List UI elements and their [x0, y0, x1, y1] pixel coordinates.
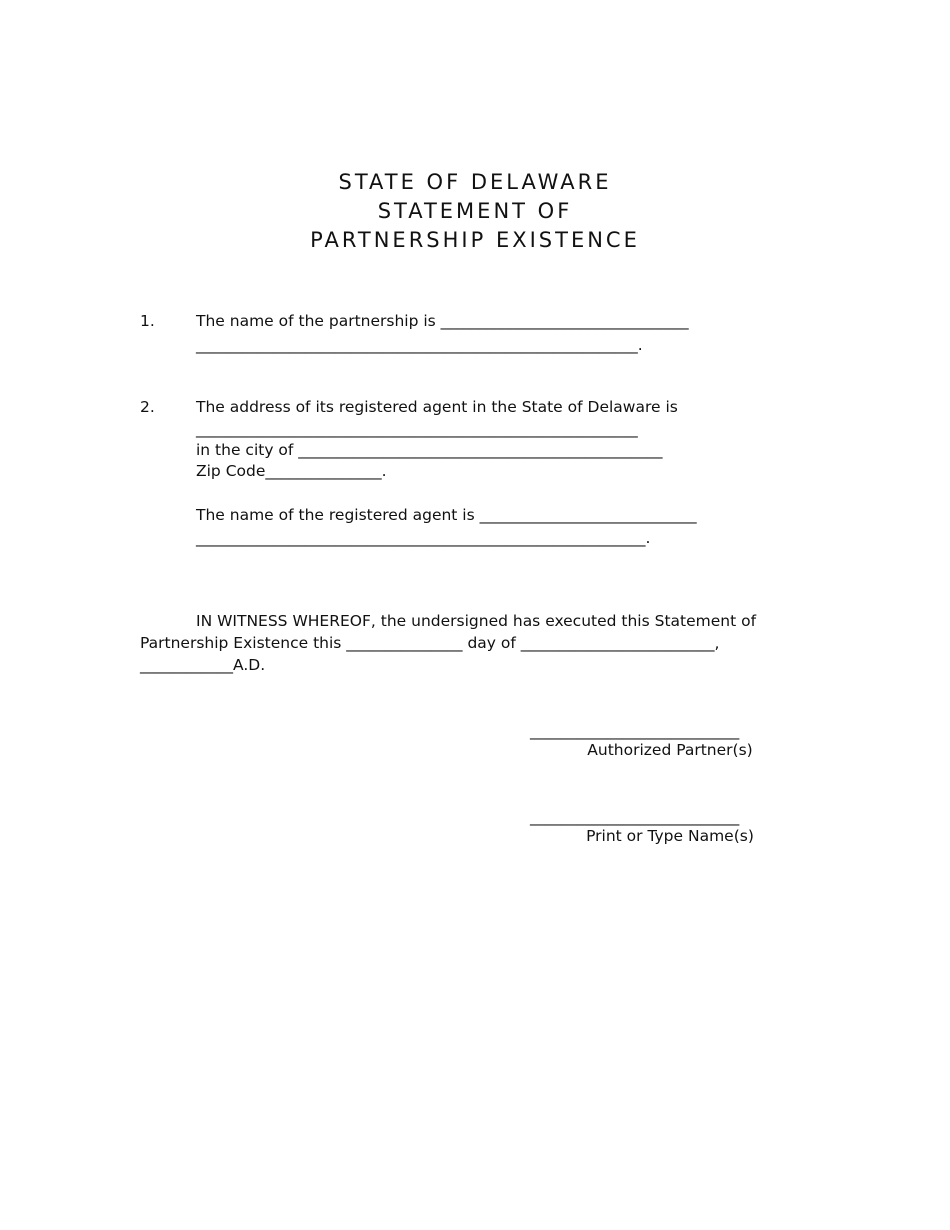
partner-signature-line[interactable]: ___________________________ [530, 722, 740, 740]
title-state: STATE OF DELAWARE [338, 170, 612, 194]
partnership-name-field[interactable]: The name of the partnership is ________________________________ [196, 312, 689, 330]
agent-city-field[interactable]: in the city of _______________________________________________ [196, 441, 663, 459]
title-statement: STATEMENT OF [377, 199, 573, 223]
agent-address-field[interactable]: _________________________________________________________ [196, 420, 638, 438]
agent-address-prompt: The address of its registered agent in the State of Delaware is [196, 398, 678, 416]
witness-year-field[interactable]: ____________A.D. [140, 656, 266, 674]
title-partnership: PARTNERSHIP EXISTENCE [310, 228, 640, 252]
partner-signature-label: Authorized Partner(s) [587, 741, 753, 759]
item-1-number: 1. [140, 312, 155, 330]
agent-name-field[interactable]: The name of the registered agent is ____________________________ [196, 506, 697, 524]
witness-clause-line-1: IN WITNESS WHEREOF, the undersigned has executed this Statement of [196, 612, 757, 630]
agent-name-continuation[interactable]: __________________________________________________________. [196, 529, 651, 547]
print-name-line[interactable]: ___________________________ [530, 808, 740, 826]
partnership-name-continuation[interactable]: _________________________________________________________. [196, 336, 643, 354]
item-2-number: 2. [140, 398, 155, 416]
print-name-label: Print or Type Name(s) [586, 827, 754, 845]
witness-date-field[interactable]: Partnership Existence this _______________ day of _________________________, [140, 634, 720, 652]
agent-zip-field[interactable]: Zip Code_______________. [196, 462, 387, 480]
document-title [0, 168, 950, 255]
